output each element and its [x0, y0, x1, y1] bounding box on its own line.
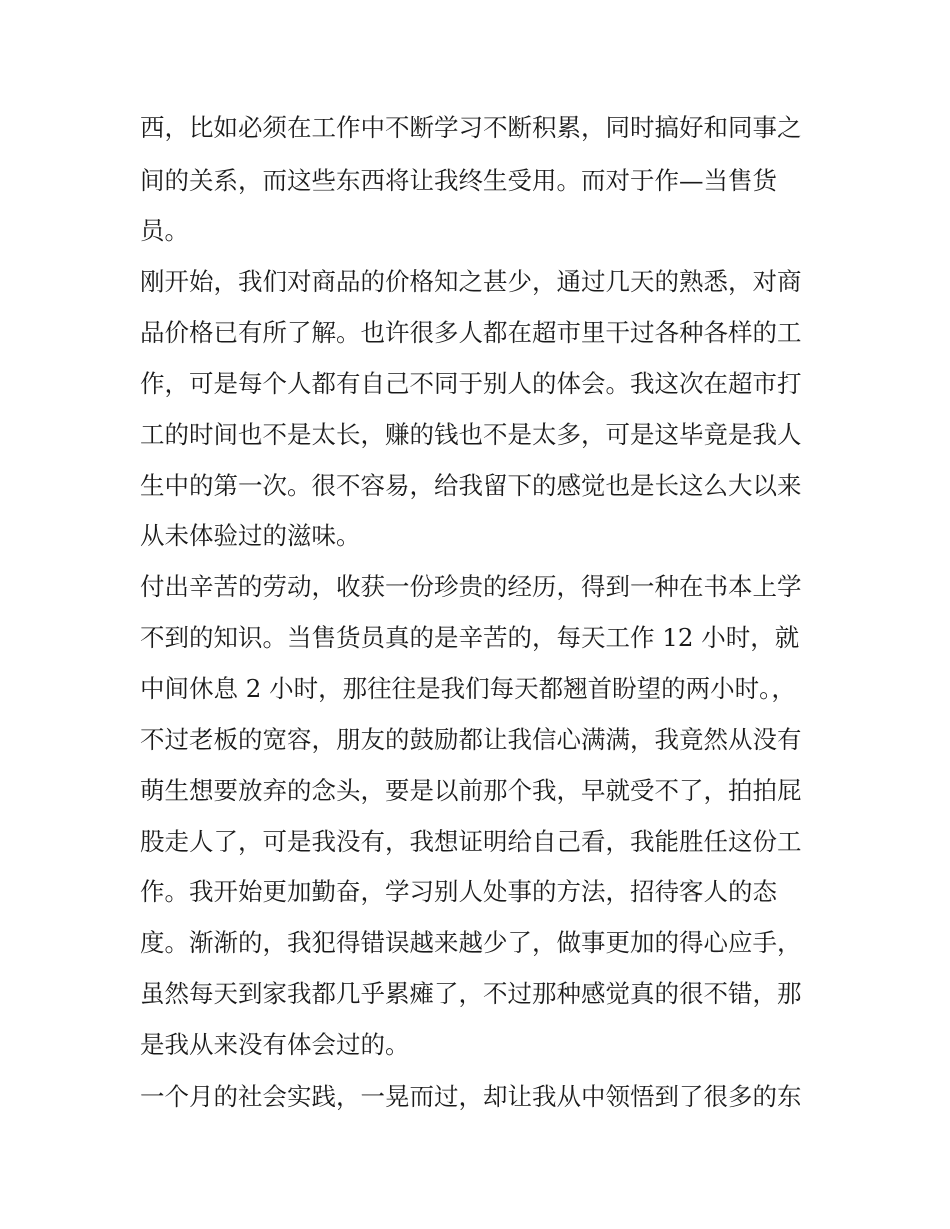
text-line: 萌生想要放弃的念头，要是以前那个我，早就受不了，拍拍屁: [140, 776, 802, 805]
text-line: 虽然每天到家我都几乎累瘫了，不过那种感觉真的很不错，那: [140, 979, 802, 1008]
text-line: 一个月的社会实践，一晃而过，却让我从中领悟到了很多的东: [140, 1082, 802, 1111]
text-line: 付出辛苦的劳动，收获一份珍贵的经历，得到一种在书本上学: [140, 572, 802, 601]
text-line: 品价格已有所了解。也许很多人都在超市里干过各种各样的工: [140, 318, 802, 347]
text-line: 度。渐渐的，我犯得错误越来越少了，做事更加的得心应手，: [140, 928, 802, 957]
text-line: 间的关系，而这些东西将让我终生受用。而对于作—当售货: [140, 166, 777, 195]
text-line: 股走人了，可是我没有，我想证明给自己看，我能胜任这份工: [140, 827, 802, 856]
text-line: 作，可是每个人都有自己不同于别人的体会。我这次在超市打: [140, 369, 802, 398]
text-line: 西，比如必须在工作中不断学习不断积累，同时搞好和同事之: [140, 113, 802, 142]
text-line: 不过老板的宽容，朋友的鼓励都让我信心满满，我竟然从没有: [140, 725, 802, 754]
text-line: 员。: [140, 216, 189, 245]
text-line: 生中的第一次。很不容易，给我留下的感觉也是长这么大以来: [140, 471, 802, 500]
text-line: 是我从来没有体会过的。: [140, 1030, 410, 1059]
text-line: 从未体验过的滋味。: [140, 521, 361, 550]
text-line: 中间休息 2 小时，那往往是我们每天都翘首盼望的两小时。，: [140, 674, 796, 703]
text-line: 刚开始，我们对商品的价格知之甚少，通过几天的熟悉，对商: [140, 267, 802, 296]
text-line: 工的时间也不是太长，赚的钱也不是太多，可是这毕竟是我人: [140, 420, 802, 449]
text-line: 作。我开始更加勤奋，学习别人处事的方法，招待客人的态: [140, 877, 777, 906]
text-line: 不到的知识。当售货员真的是辛苦的，每天工作 12 小时，就: [140, 623, 800, 652]
